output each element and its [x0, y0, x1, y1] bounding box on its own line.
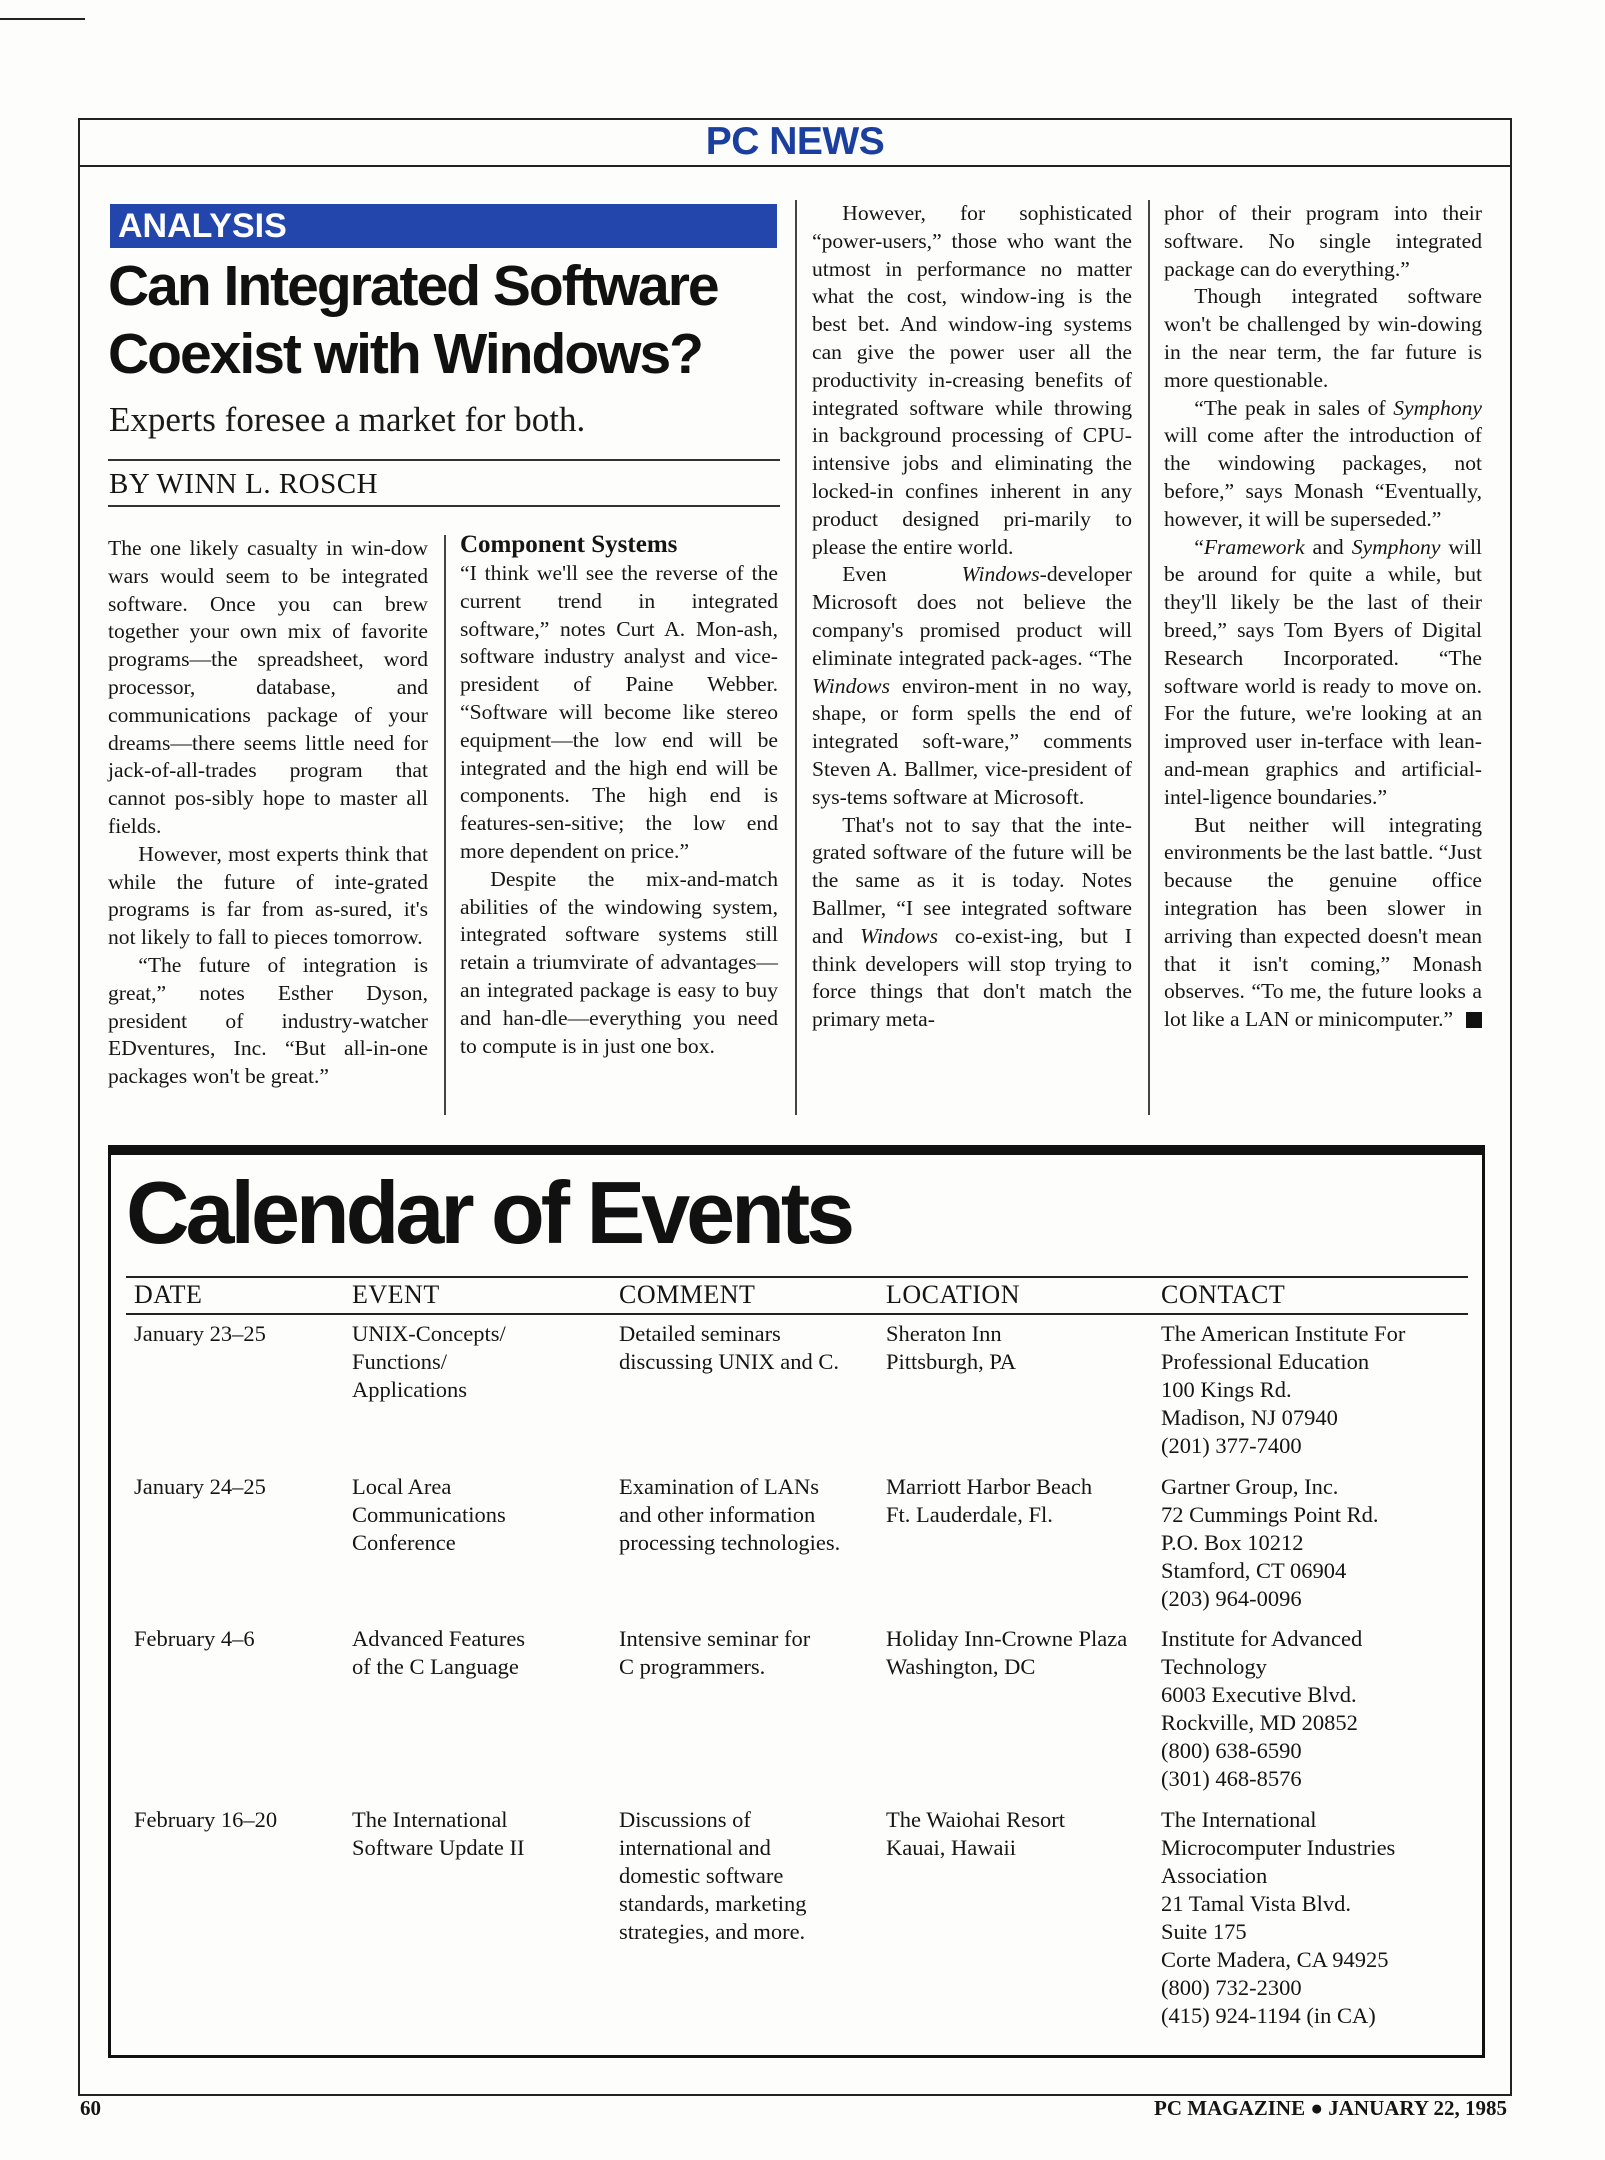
calendar-cell-comment	[619, 1320, 839, 1376]
calendar-line: Functions/	[352, 1349, 448, 1374]
calendar-cell-contact	[1161, 1806, 1395, 2030]
calendar-line: Discussions of	[619, 1807, 751, 1832]
calendar-cell-contact	[1161, 1320, 1405, 1460]
text-run: co-exist-ing, but I think developers will stop trying to force things that don't match the primary meta-	[812, 923, 1132, 1032]
calendar-line: (415) 924-1194 (in CA)	[1161, 2003, 1376, 2028]
calendar-cell-event	[352, 1320, 506, 1404]
calendar-cell-comment	[619, 1806, 806, 1946]
calendar-line: The International	[1161, 1807, 1317, 1832]
paragraph	[812, 812, 1132, 1034]
calendar-line: Advanced Features	[352, 1626, 526, 1651]
headline-line-1: Can Integrated Software	[108, 254, 718, 318]
article-column-2	[460, 530, 778, 1060]
text-run: That's not to say that the inte-grated software of the future will be the same as it is today. Notes Ballmer, “I see integrated software and	[812, 812, 1132, 948]
italic-title: Windows	[860, 923, 939, 948]
calendar-line: Corte Madera, CA 94925	[1161, 1947, 1389, 1972]
calendar-line: (800) 732-2300	[1161, 1975, 1302, 2000]
calendar-line: and other information	[619, 1502, 816, 1527]
calendar-line: Intensive seminar for	[619, 1626, 811, 1651]
article-column-3	[812, 200, 1132, 1034]
calendar-header-contact: CONTACT	[1161, 1280, 1286, 1309]
calendar-line: Communications	[352, 1502, 506, 1527]
text-run: and	[1304, 534, 1352, 559]
calendar-line: standards, marketing	[619, 1891, 807, 1916]
section-title: PC NEWS	[705, 120, 885, 163]
calendar-line: Microcomputer Industries	[1161, 1835, 1396, 1860]
text-run: Even	[842, 562, 962, 587]
calendar-line: (301) 468-8576	[1161, 1766, 1302, 1791]
calendar-line: C programmers.	[619, 1654, 766, 1679]
calendar-cell-event	[352, 1473, 506, 1557]
paragraph	[812, 561, 1132, 811]
column-rule	[795, 200, 797, 1115]
calendar-header-comment: COMMENT	[619, 1280, 756, 1309]
column-rule	[444, 535, 446, 1115]
calendar-line: Rockville, MD 20852	[1161, 1710, 1358, 1735]
calendar-cell-date	[134, 1806, 277, 1834]
italic-title: Windows	[812, 673, 890, 698]
calendar-cell-date	[134, 1320, 266, 1348]
calendar-line: 72 Cummings Point Rd.	[1161, 1502, 1379, 1527]
article-column-4	[1164, 200, 1482, 1034]
calendar-cell-location	[886, 1625, 1127, 1681]
calendar-line: 21 Tamal Vista Blvd.	[1161, 1891, 1351, 1916]
calendar-cell-contact	[1161, 1625, 1362, 1793]
calendar-line: Stamford, CT 06904	[1161, 1558, 1347, 1583]
calendar-line: Local Area	[352, 1474, 452, 1499]
calendar-line: international and	[619, 1835, 771, 1860]
calendar-header-location: LOCATION	[886, 1280, 1020, 1309]
calendar-cell-event	[352, 1806, 524, 1862]
italic-title: Windows	[961, 562, 1040, 587]
paragraph: The one likely casualty in win-dow wars would seem to be integrated software. Once you can brew together your own mix of favorite programs—the spreadsheet, word processor, database, and communications package of your dreams—there seems little need for jack-of-all-trades program that cannot pos-sibly hope to master all fields.	[108, 536, 428, 838]
calendar-line: Ft. Lauderdale, Fl.	[886, 1502, 1053, 1527]
paragraph	[1164, 812, 1482, 1034]
calendar-cell-date	[134, 1625, 255, 1653]
italic-title: Symphony	[1393, 395, 1482, 420]
calendar-line: Technology	[1161, 1654, 1267, 1679]
article-deck: Experts foresee a market for both.	[109, 400, 586, 439]
calendar-line: Professional Education	[1161, 1349, 1370, 1374]
calendar-line: Institute for Advanced	[1161, 1626, 1363, 1651]
calendar-line: The Waiohai Resort	[886, 1807, 1065, 1832]
calendar-line: discussing UNIX and C.	[619, 1349, 839, 1374]
calendar-line: Sheraton Inn	[886, 1321, 1002, 1346]
paragraph	[1164, 395, 1482, 534]
text-run: environ-ment in no way, shape, or form spells the end of integrated soft-ware,” comments Steven A. Ballmer, vice-president of sys-tems software at Microsoft.	[812, 673, 1132, 809]
paragraph: However, most experts think that while the future of inte-grated programs is far from as-sured, it's not likely to fall to pieces tomorrow.	[108, 841, 428, 950]
calendar-line: Pittsburgh, PA	[886, 1349, 1017, 1374]
paragraph: However, for sophisticated “power-users,” those who want the utmost in performance no matter what the cost, window-ing is the best bet. And window-ing systems can give the power user all the productivity in-creasing benefits of integrated software while throwing in background processing of CPU-intensive jobs and eliminating the locked-in confines inherent in any product designed pri-marily to please the entire world.	[812, 201, 1132, 559]
calendar-line: (201) 377-7400	[1161, 1433, 1302, 1458]
calendar-title: Calendar of Events	[126, 1163, 852, 1262]
calendar-cell-contact	[1161, 1473, 1379, 1613]
subheading: Component Systems	[460, 531, 678, 558]
end-of-article-mark	[1466, 1012, 1482, 1028]
byline-rule-bottom	[108, 505, 780, 507]
calendar-header-rule-top	[126, 1276, 1468, 1278]
column-rule	[1148, 200, 1150, 1115]
calendar-line: Examination of LANs	[619, 1474, 819, 1499]
text-run: will be around for quite a while, but they'll likely be the last of their breed,” says Tom Byers of Digital Research Incorporated. “The software world is ready to move on. For the future, we're looking at an improved user in-terface with lean-and-mean graphics and artificial-intel-ligence boundaries.”	[1164, 534, 1482, 809]
calendar-line: Holiday Inn-Crowne Plaza	[886, 1626, 1128, 1651]
calendar-line: (800) 638-6590	[1161, 1738, 1302, 1763]
text-run: will come after the introduction of the windowing packages, not before,” says Monash “Eventually, however, it will be superseded.”	[1164, 423, 1482, 531]
scan-edge-mark	[0, 18, 85, 20]
calendar-line: Conference	[352, 1530, 456, 1555]
publication-footer: PC MAGAZINE ● JANUARY 22, 1985	[1154, 2096, 1507, 2120]
calendar-header-rule-bottom	[126, 1313, 1468, 1315]
calendar-cell-comment	[619, 1625, 810, 1681]
calendar-line: Detailed seminars	[619, 1321, 781, 1346]
calendar-line: processing technologies.	[619, 1530, 841, 1555]
calendar-line: UNIX-Concepts/	[352, 1321, 506, 1346]
calendar-line: January 23–25	[134, 1321, 266, 1346]
paragraph: Despite the mix-and-match abilities of the windowing system, integrated software systems still retain a triumvirate of advantages—an integrated package is easy to buy and han-dle—everything you need to compute is in just one box.	[460, 866, 778, 1058]
paragraph: “I think we'll see the reverse of the current trend in integrated software,” notes Curt A. Mon-ash, software industry analyst and vice-president of Paine Webber. “Software will become like stereo equipment—the low end will be integrated and the high end will be components. The high end is features-sen-sitive; the low end more dependent on price.”	[460, 561, 778, 863]
calendar-cell-location	[886, 1806, 1065, 1862]
paragraph: phor of their program into their software. No single integrated package can do everything.”	[1164, 201, 1482, 281]
article-byline: BY WINN L. ROSCH	[109, 468, 379, 500]
paragraph: “The future of integration is great,” notes Esther Dyson, president of industry-watcher EDventures, Inc. “But all-in-one packages won't be great.”	[108, 952, 428, 1089]
calendar-line: Kauai, Hawaii	[886, 1835, 1016, 1860]
calendar-line: Washington, DC	[886, 1654, 1036, 1679]
byline-rule-top	[108, 459, 780, 461]
italic-title: Symphony	[1351, 534, 1441, 559]
paragraph	[1164, 534, 1482, 812]
calendar-line: (203) 964-0096	[1161, 1586, 1302, 1611]
calendar-line: Applications	[352, 1377, 467, 1402]
italic-title: Framework	[1203, 534, 1305, 559]
calendar-line: Association	[1161, 1863, 1268, 1888]
article-column-1	[108, 535, 428, 1091]
text-run: “	[1194, 534, 1204, 559]
article-kicker: ANALYSIS	[110, 204, 777, 248]
text-run: But neither will integrating environments be the last battle. “Just because the genuine office integration has been slower in arriving than expected doesn't mean that it isn't coming,” Monash observes. “To me, the future looks a lot like a LAN or minicomputer.”	[1164, 812, 1482, 1032]
calendar-line: Software Update II	[352, 1835, 525, 1860]
calendar-header-date: DATE	[134, 1280, 203, 1309]
calendar-cell-date	[134, 1473, 266, 1501]
calendar-cell-location	[886, 1473, 1092, 1529]
header-rule	[78, 165, 1512, 167]
calendar-line: February 16–20	[134, 1807, 278, 1832]
calendar-line: Gartner Group, Inc.	[1161, 1474, 1339, 1499]
calendar-line: 100 Kings Rd.	[1161, 1377, 1292, 1402]
paragraph: Though integrated software won't be challenged by win-dowing in the near term, the far future is more questionable.	[1164, 284, 1482, 392]
text-run: -developer Microsoft does not believe the company's promised product will eliminate integrated pack-ages. “The	[812, 562, 1132, 670]
calendar-line: The International	[352, 1807, 508, 1832]
calendar-line: Suite 175	[1161, 1919, 1247, 1944]
calendar-line: P.O. Box 10212	[1161, 1530, 1304, 1555]
calendar-header-event: EVENT	[352, 1280, 440, 1309]
article-headline	[108, 252, 788, 388]
calendar-line: strategies, and more.	[619, 1919, 806, 1944]
calendar-line: Madison, NJ 07940	[1161, 1405, 1338, 1430]
headline-line-2: Coexist with Windows?	[108, 322, 702, 386]
calendar-line: of the C Language	[352, 1654, 519, 1679]
text-run: “The peak in sales of	[1194, 395, 1394, 420]
calendar-line: January 24–25	[134, 1474, 266, 1499]
calendar-line: The American Institute For	[1161, 1321, 1406, 1346]
calendar-line: domestic software	[619, 1863, 784, 1888]
page-number: 60	[80, 2096, 101, 2120]
calendar-line: Marriott Harbor Beach	[886, 1474, 1093, 1499]
calendar-line: 6003 Executive Blvd.	[1161, 1682, 1357, 1707]
calendar-line: February 4–6	[134, 1626, 255, 1651]
calendar-cell-location	[886, 1320, 1016, 1376]
calendar-cell-event	[352, 1625, 525, 1681]
calendar-cell-comment	[619, 1473, 840, 1557]
